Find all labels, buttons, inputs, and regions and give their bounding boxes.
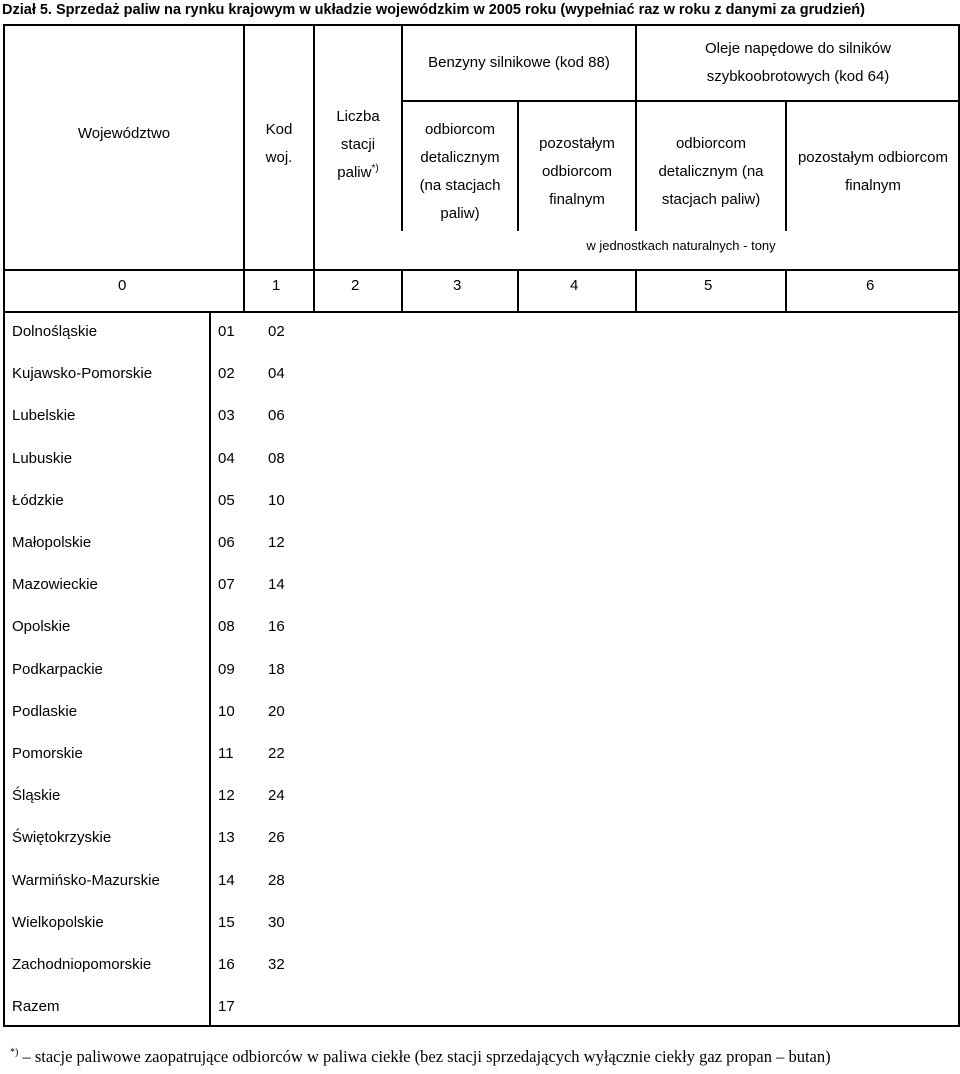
row-teryt-code: 32	[268, 956, 285, 973]
row-teryt-code: 04	[268, 365, 285, 382]
header-liczba-stacji-wrap	[328, 103, 388, 187]
row-code: 03	[218, 407, 235, 424]
header-benzyny-label: Benzyny silnikowe (kod 88)	[428, 54, 610, 71]
row-teryt-code: 02	[268, 323, 285, 340]
header-oleje-label: Oleje napędowe do silników szybkoobrotowych (kod 64)	[705, 40, 891, 85]
row-code: 17	[218, 998, 235, 1015]
row-code: 13	[218, 829, 235, 846]
header-benzyny	[403, 26, 635, 100]
table-row	[5, 449, 958, 469]
header-b-detal-label: odbiorcom detalicznym (na stacjach paliw)	[419, 120, 501, 222]
row-teryt-code: 28	[268, 872, 285, 889]
row-code: 14	[218, 872, 235, 889]
row-voivodeship-name: Wielkopolskie	[12, 914, 104, 931]
row-voivodeship-name: Śląskie	[12, 787, 61, 804]
row-code: 02	[218, 365, 235, 382]
footnote	[10, 1046, 960, 1068]
row-teryt-code: 24	[268, 787, 285, 804]
row-code: 08	[218, 618, 235, 635]
sales-table	[3, 24, 960, 1027]
header-b-detal	[403, 102, 517, 241]
row-code: 05	[218, 492, 235, 509]
grid-line	[785, 100, 787, 231]
grid-line	[401, 269, 403, 311]
grid-line	[313, 269, 315, 311]
column-number: 1	[272, 277, 281, 294]
grid-line	[635, 26, 637, 231]
row-teryt-code: 16	[268, 618, 285, 635]
table-row	[5, 617, 958, 637]
row-teryt-code: 22	[268, 745, 285, 762]
row-voivodeship-name: Dolnośląskie	[12, 323, 98, 340]
section-title: Dział 5. Sprzedaż paliw na rynku krajowym w układzie wojewódzkim w 2005 roku (wypełniać raz w roku z danymi za grudzień)	[2, 2, 865, 18]
row-voivodeship-name: Mazowieckie	[12, 576, 98, 593]
row-code: 06	[218, 534, 235, 551]
table-row	[5, 997, 958, 1017]
column-number: 2	[351, 277, 360, 294]
header-units	[403, 231, 959, 261]
row-teryt-code: 20	[268, 703, 285, 720]
column-number: 0	[118, 277, 127, 294]
row-voivodeship-name: Podkarpackie	[12, 661, 103, 678]
header-o-detal-label: odbiorcom detalicznym (na stacjach paliw)	[658, 134, 764, 208]
row-teryt-code: 14	[268, 576, 285, 593]
header-wojewodztwo-label: Województwo	[77, 124, 171, 142]
table-row	[5, 322, 958, 342]
grid-line	[517, 100, 519, 231]
header-oleje	[637, 26, 959, 100]
column-number: 5	[704, 277, 713, 294]
table-row	[5, 871, 958, 891]
row-voivodeship-name: Lubuskie	[12, 450, 73, 467]
header-liczba-stacji	[315, 26, 401, 241]
table-row	[5, 913, 958, 933]
row-voivodeship-name: Świętokrzyskie	[12, 829, 112, 846]
row-teryt-code: 10	[268, 492, 285, 509]
footnote-text: – stacje paliwowe zaopatrujące odbiorców w paliwa ciekłe (bez stacji sprzedających wyłącznie ciekły gaz propan – butan)	[18, 1047, 831, 1066]
row-code: 10	[218, 703, 235, 720]
row-teryt-code: 06	[268, 407, 285, 424]
row-voivodeship-name: Podlaskie	[12, 703, 78, 720]
header-kod-label: Kod woj.	[265, 120, 293, 166]
grid-line	[785, 269, 787, 311]
row-code: 15	[218, 914, 235, 931]
grid-line	[243, 26, 245, 269]
table-row	[5, 828, 958, 848]
row-voivodeship-name: Opolskie	[12, 618, 71, 635]
header-units-label: w jednostkach naturalnych - tony	[586, 238, 776, 253]
column-number: 6	[866, 277, 875, 294]
header-o-pozostalym	[787, 102, 959, 241]
table-row	[5, 533, 958, 553]
header-o-pozostalym-label: pozostałym odbiorcom finalnym	[797, 148, 949, 194]
row-code: 04	[218, 450, 235, 467]
row-code: 16	[218, 956, 235, 973]
grid-line	[5, 311, 958, 313]
header-b-pozostalym	[519, 102, 635, 241]
grid-line	[401, 26, 403, 231]
row-code: 11	[218, 745, 234, 762]
table-row	[5, 406, 958, 426]
header-kod	[245, 26, 313, 241]
grid-line	[401, 100, 958, 102]
table-row	[5, 702, 958, 722]
row-voivodeship-name: Razem	[12, 998, 60, 1015]
row-teryt-code: 18	[268, 661, 285, 678]
row-code: 09	[218, 661, 235, 678]
grid-line	[5, 269, 958, 271]
header-o-detal	[637, 102, 785, 241]
header-b-pozostalym-label: pozostałym odbiorcom finalnym	[539, 134, 615, 208]
row-code: 07	[218, 576, 235, 593]
header-liczba-stacji-mark: *)	[371, 162, 379, 174]
table-row	[5, 575, 958, 595]
table-row	[5, 660, 958, 680]
row-voivodeship-name: Warmińsko-Mazurskie	[12, 872, 160, 889]
grid-line	[635, 269, 637, 311]
row-voivodeship-name: Kujawsko-Pomorskie	[12, 365, 153, 382]
grid-line	[313, 26, 315, 269]
row-teryt-code: 12	[268, 534, 285, 551]
row-teryt-code: 30	[268, 914, 285, 931]
table-row	[5, 955, 958, 975]
row-code: 12	[218, 787, 235, 804]
grid-line	[243, 269, 245, 311]
table-row	[5, 491, 958, 511]
row-voivodeship-name: Lubelskie	[12, 407, 76, 424]
row-code: 01	[218, 323, 235, 340]
table-row	[5, 364, 958, 384]
row-teryt-code: 26	[268, 829, 285, 846]
header-liczba-stacji-label: Liczba stacji paliw	[336, 107, 380, 181]
row-teryt-code: 08	[268, 450, 285, 467]
footnote-mark: *)	[10, 1047, 19, 1058]
row-voivodeship-name: Małopolskie	[12, 534, 92, 551]
table-row	[5, 786, 958, 806]
header-wojewodztwo	[5, 26, 243, 241]
column-number: 3	[453, 277, 462, 294]
row-voivodeship-name: Pomorskie	[12, 745, 83, 762]
table-row	[5, 744, 958, 764]
row-voivodeship-name: Łódzkie	[12, 492, 64, 509]
row-voivodeship-name: Zachodniopomorskie	[12, 956, 152, 973]
column-number: 4	[570, 277, 579, 294]
grid-line	[517, 269, 519, 311]
